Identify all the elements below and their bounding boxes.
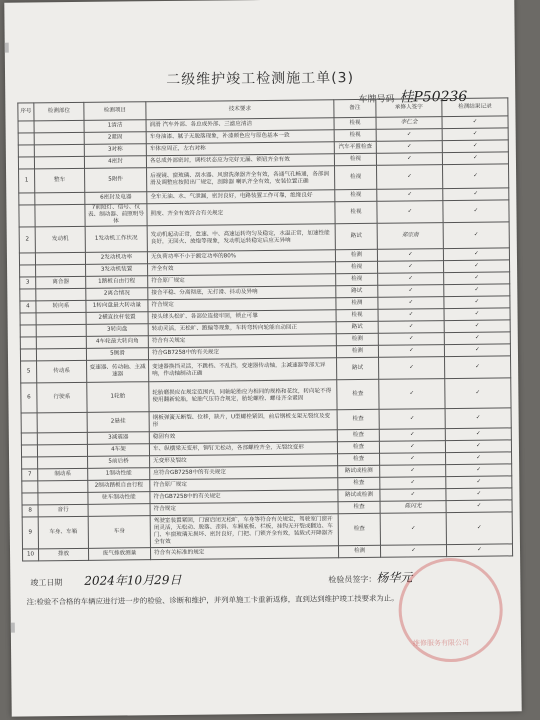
row-result: ✓ (442, 128, 508, 141)
row-remark: 检视 (336, 261, 378, 273)
row-result: ✓ (446, 488, 512, 501)
row-result: ✓ (444, 272, 510, 285)
row-result: ✓ (446, 464, 512, 477)
row-result: ✓ (442, 164, 508, 189)
row-part (38, 456, 88, 469)
row-signature: ✓ (379, 429, 445, 442)
row-item: 驻车制动性能 (88, 492, 150, 505)
row-standard: 驾驶室装置紧固，门窗启闭无松旷，车身等符合有关规定，驾驶室门窗开闭灵活，无松动、脱落、歪斜、车厢底板、栏板，挂钩无开裂或翻边、车门、车窗玻璃无损坏、密封良好，门把、门锁齐全有效，装载式开降器齐全有效 (150, 514, 338, 548)
row-seq: 2 (19, 227, 35, 253)
row-part (35, 192, 85, 205)
row-remark: 检视 (334, 117, 376, 129)
row-item: 2制动踏板自由行程 (88, 480, 150, 493)
punch-hole (11, 623, 15, 633)
row-standard: 符合原厂规定 (150, 478, 338, 492)
row-part: 车身、车箱 (38, 516, 88, 549)
row-seq: 10 (22, 549, 38, 561)
inspector-signature: 杨华元 (376, 570, 413, 585)
header-seq: 序号 (18, 103, 34, 121)
row-remark: 检查 (338, 501, 380, 513)
row-item: 1转向盘最大转动量 (86, 300, 148, 313)
row-part: 整车 (35, 168, 85, 193)
row-remark: 检视 (335, 201, 377, 223)
row-standard: 发动机起动正常，怠速、中、高速运转均匀及稳定，水温正常，加速性能良好，无回火、放炮等现象，发动机运转稳定后应无异响 (147, 224, 335, 252)
row-seq (21, 445, 37, 457)
row-standard: 符合GB7258中的有关规定 (148, 346, 336, 360)
row-result: ✓ (446, 500, 512, 513)
row-signature: ✓ (378, 273, 444, 286)
row-seq (22, 457, 38, 469)
row-standard: 变速器换挡灵活，不跳档、不乱挡，变速器传动轴，主减速器等部无异响，作动轴制动正确 (149, 358, 337, 382)
row-signature: ✓ (379, 379, 445, 410)
row-item: 5前后桥 (88, 456, 150, 469)
row-part: 传动系 (37, 360, 87, 383)
row-seq (20, 289, 36, 301)
row-signature: ✓ (380, 513, 446, 546)
row-signature: 郑宗南 (377, 223, 443, 250)
row-part (36, 336, 86, 349)
row-seq (21, 433, 37, 445)
row-seq (18, 145, 34, 157)
row-item: 5侧滑 (86, 348, 148, 361)
row-result: ✓ (443, 200, 509, 223)
row-item: 废气排放测量 (88, 548, 150, 561)
row-remark: 路试 (336, 285, 378, 297)
row-part (36, 264, 86, 277)
row-part (37, 444, 87, 457)
row-part: 行驶系 (37, 382, 87, 413)
row-seq (20, 325, 36, 337)
row-result: ✓ (446, 512, 512, 545)
row-item: 2悬挂 (87, 412, 149, 433)
row-remark: 检查 (338, 513, 380, 545)
row-seq: 8 (22, 505, 38, 517)
row-part (34, 132, 84, 145)
row-signature: ✓ (376, 141, 442, 154)
header-standard: 技术要求 (146, 100, 334, 120)
row-signature: ✓ (378, 261, 444, 274)
company-seal-text: 维修服务有限公司 (412, 638, 470, 648)
inspector-label: 检验员签字： (328, 574, 377, 585)
row-item: 3减震器 (87, 432, 149, 445)
row-remark: 检视 (335, 189, 377, 201)
row-remark: 路试或检测 (338, 489, 380, 501)
row-seq (19, 205, 35, 227)
row-standard: 接合平稳、分离彻底，无打滑、抖动及异响 (148, 286, 336, 300)
punch-hole (5, 43, 9, 53)
row-remark: 检查 (337, 409, 379, 429)
row-remark: 检测 (336, 345, 378, 357)
row-item: 2横直拉杆装置 (86, 312, 148, 325)
row-standard: 符合原厂规定 (148, 274, 336, 288)
row-result: ✓ (445, 440, 511, 453)
document-title: 二级维护竣工检测施工单(3) (166, 70, 355, 88)
row-signature: ✓ (378, 285, 444, 298)
row-part: 转向系 (36, 300, 86, 313)
row-standard: 符合规定 (148, 298, 336, 312)
row-remark: 检查 (337, 379, 379, 409)
row-result: ✓ (445, 378, 511, 409)
row-signature: ✓ (380, 545, 446, 558)
row-seq (19, 253, 35, 265)
inspection-table (17, 94, 513, 561)
row-part (34, 120, 84, 133)
row-standard: 全车无油、水、气泄漏，密封良好，电路装置工作可靠，绝缘良好 (147, 190, 335, 204)
row-item: 3转向盘 (86, 324, 148, 337)
row-seq: 9 (22, 517, 38, 549)
row-standard: 符合有关规定 (148, 334, 336, 348)
row-standard: 齐全有效 (148, 262, 336, 276)
row-result: ✓ (444, 344, 510, 357)
row-remark: 检视 (336, 273, 378, 285)
row-remark: 检视 (334, 153, 376, 165)
row-part (37, 432, 87, 445)
row-standard: 车身油漆、腻子无脱落现象，补漆颜色应与原色基本一致 (146, 130, 334, 144)
row-standard: 无负荷功率不小于额定功率的80% (147, 250, 335, 264)
row-standard: 应符合GB7258中的有关规定 (150, 466, 338, 480)
row-remark: 路试 (336, 321, 378, 333)
row-result: ✓ (445, 408, 511, 429)
row-seq (20, 349, 36, 361)
row-signature: ✓ (378, 345, 444, 358)
row-seq (21, 413, 37, 433)
row-remark: 汽车平置检查 (334, 141, 376, 153)
row-part (35, 204, 85, 227)
row-item: 3对称 (84, 144, 146, 157)
completion-date-value: 2024年10月29日 (84, 572, 182, 588)
completion-date-label: 竣工日期 (30, 578, 63, 588)
row-signature: ✓ (377, 201, 443, 224)
row-result: ✓ (446, 476, 512, 489)
row-standard: 后视镜、窗玻璃、刮水器、风窗洗涤器齐全有效，各通气孔畅通，各部润滑及调整应按照出厂规定，刮除器 喇叭齐全有效，安装位置正确 (147, 166, 335, 192)
row-part (34, 144, 84, 157)
row-part: 排放 (38, 548, 88, 561)
row-seq (22, 493, 38, 505)
footnote: 注:检验不合格的车辆应进行进一步的检验、诊断和维护，并列单施工卡重新返修，直到达到维护竣工技要求为止。 (26, 593, 399, 607)
row-part: 发动机 (35, 226, 85, 253)
row-part (37, 412, 87, 433)
row-result: ✓ (442, 116, 508, 129)
row-seq: 6 (21, 383, 37, 413)
row-item: 1踏板自由行程 (86, 276, 148, 289)
row-standard: 稳固有效 (149, 430, 337, 444)
row-part: 音行 (38, 504, 88, 517)
row-part: 制动系 (38, 468, 88, 481)
row-result: ✓ (442, 140, 508, 153)
row-remark: 检查 (338, 453, 380, 465)
row-signature: ✓ (377, 189, 443, 202)
row-item: 1制动性能 (88, 468, 150, 481)
row-seq (18, 121, 34, 133)
row-part (35, 252, 85, 265)
row-standard: 车、纵横梁无变形，铆钉无松动，各部螺栓齐全，无裂纹变形 (149, 442, 337, 456)
row-remark: 检查 (337, 441, 379, 453)
row-standard: 符合GB7258中的有关规定 (150, 490, 338, 504)
row-standard: 照度、齐全有效符合有关规定 (147, 202, 335, 226)
row-seq (18, 133, 34, 145)
row-signature: ✓ (376, 153, 442, 166)
row-standard: 轮胎磨损应在规定范围内，同轴轮胎应为相同的规格和花纹，转向轮不得使用翻新轮胎，轮胎气压符合规定，胎轮螺栓、螺母齐全紧固 (149, 380, 337, 412)
row-seq: 4 (20, 301, 36, 313)
row-signature: ✓ (378, 333, 444, 346)
row-seq: 5 (21, 361, 37, 383)
row-result: ✓ (443, 222, 509, 249)
row-result: ✓ (445, 356, 511, 379)
header-signature: 承修人签字 (376, 99, 442, 118)
row-remark: 检查 (337, 429, 379, 441)
row-signature: ✓ (378, 321, 444, 334)
header-result: 检测结果记录 (442, 98, 508, 117)
row-seq (18, 157, 34, 169)
row-signature: ✓ (379, 441, 445, 454)
row-seq (19, 193, 35, 205)
row-seq (20, 337, 36, 349)
row-remark: 检测 (338, 545, 380, 557)
row-signature: ✓ (380, 489, 446, 502)
row-seq: 1 (19, 169, 35, 193)
row-signature: 陈闪光 (380, 501, 446, 514)
row-signature: ✓ (378, 309, 444, 322)
document-paper (4, 0, 521, 717)
row-result: ✓ (444, 296, 510, 309)
row-item: 4密封 (84, 156, 146, 169)
row-standard: 各总成外部密封，调校状态应为完好无漏、锁钮齐全有效 (146, 154, 334, 168)
row-part (36, 288, 86, 301)
row-remark: 路试或检测 (338, 465, 380, 477)
row-part (38, 480, 88, 493)
row-part (38, 492, 88, 505)
plate-value: 桂P50236 (399, 88, 468, 106)
row-result: ✓ (444, 284, 510, 297)
row-item: 4车架 (87, 444, 149, 457)
row-signature: ✓ (380, 477, 446, 490)
row-signature: ✓ (380, 453, 446, 466)
row-item: 2紧固 (84, 132, 146, 145)
row-item: 5附件 (85, 168, 147, 193)
row-signature: ✓ (379, 357, 445, 380)
row-item: 6密封及电器 (85, 192, 147, 205)
row-remark: 检视 (336, 309, 378, 321)
row-signature: ✓ (378, 297, 444, 310)
row-signature: 李仁全 (376, 117, 442, 130)
row-result: ✓ (443, 188, 509, 201)
row-remark: 检视 (334, 129, 376, 141)
row-item: 变速器、传动轴、主减速器 (87, 360, 149, 383)
row-seq (20, 265, 36, 277)
row-standard: 符合规定 (150, 502, 338, 516)
row-signature: ✓ (376, 129, 442, 142)
row-item: 7前照灯、信号、仪表、制动器、前照明导体 (85, 204, 147, 227)
row-seq: 3 (20, 277, 36, 289)
row-seq (20, 313, 36, 325)
row-standard: 转动灵活，无松旷、跑偏等现象，车转弯转向轮能自动回正 (148, 322, 336, 336)
row-item: 2离合情况 (86, 288, 148, 301)
row-part: 离合器 (36, 276, 86, 289)
row-item: 2发动机功率 (85, 252, 147, 265)
row-part (36, 348, 86, 361)
row-seq (22, 481, 38, 493)
row-item: 1轮胎 (87, 382, 149, 413)
plate-label: 车牌号码 (358, 94, 395, 105)
row-item: 3发动机装置 (86, 264, 148, 277)
row-remark: 检测 (336, 333, 378, 345)
row-result: ✓ (443, 248, 509, 261)
row-result: ✓ (444, 320, 510, 333)
row-seq: 7 (22, 469, 38, 481)
row-item: 1清洁 (84, 120, 146, 133)
header-remark: 备注 (334, 99, 376, 117)
row-signature: ✓ (380, 465, 446, 478)
header-item: 检测项目 (84, 102, 146, 121)
row-standard: 润滑 汽车外部、各总成外部、三滤应清洁 (146, 118, 334, 132)
row-remark: 检查 (338, 477, 380, 489)
row-remark: 检测 (335, 249, 377, 261)
row-remark: 检视 (335, 165, 377, 189)
row-part (36, 312, 86, 325)
row-result: ✓ (445, 428, 511, 441)
row-item: 车身 (88, 516, 150, 549)
row-item: 1发动机工作状况 (85, 226, 147, 253)
row-remark: 路试 (337, 357, 379, 379)
row-result: ✓ (444, 308, 510, 321)
row-result: ✓ (446, 452, 512, 465)
row-item: 4车轮最大转向角 (86, 336, 148, 349)
row-result: ✓ (444, 260, 510, 273)
table-row (22, 512, 512, 549)
row-result: ✓ (442, 152, 508, 165)
header-part: 检测部位 (34, 102, 84, 121)
row-part (34, 156, 84, 169)
row-result: ✓ (444, 332, 510, 345)
row-item (88, 504, 150, 517)
row-signature: ✓ (379, 409, 445, 430)
row-remark: 路试 (335, 223, 377, 249)
row-standard: 无变形及裂纹 (150, 454, 338, 468)
row-standard: 符合有关标准的规定 (150, 546, 338, 560)
row-standard: 接头球头松旷、各部位连接牢固，锁止可靠 (148, 310, 336, 324)
row-remark: 检测 (336, 297, 378, 309)
row-signature: ✓ (377, 249, 443, 262)
row-standard: 车体应周正，左右对称 (146, 142, 334, 156)
row-result: ✓ (446, 544, 512, 557)
row-signature: ✓ (376, 165, 442, 190)
row-part (36, 324, 86, 337)
row-standard: 钢板弹簧无断裂、位移，缺片，U型螺栓紧固，前后钢板支架无裂纹及变形 (149, 410, 337, 432)
